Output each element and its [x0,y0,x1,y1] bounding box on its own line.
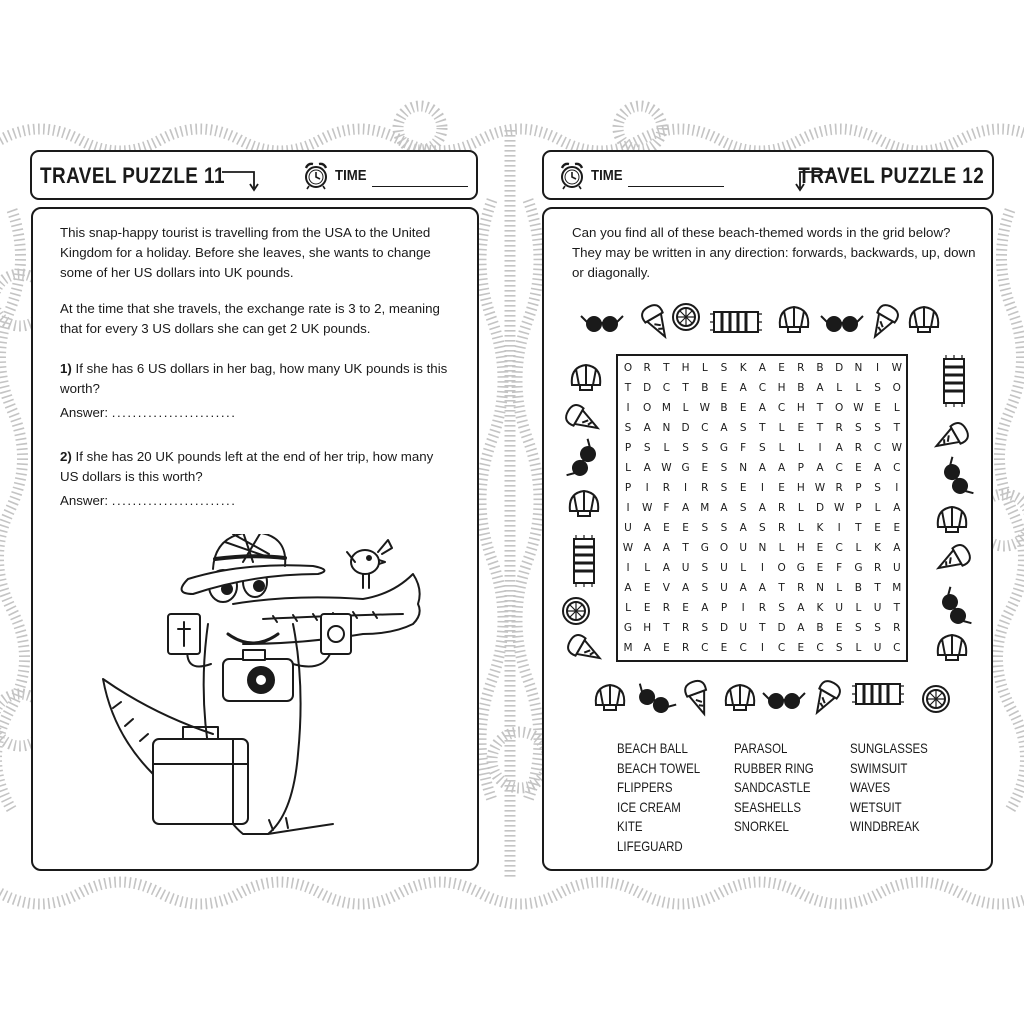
wordsearch-letter[interactable]: D [835,362,844,374]
wordsearch-letter[interactable]: G [796,562,805,574]
question-1-number: 1) [60,361,72,376]
wordsearch-letter[interactable]: T [759,622,766,634]
wordsearch-letter[interactable]: G [623,622,633,634]
word-list-item: SNORKEL [734,818,789,835]
wordsearch-letter[interactable]: S [778,602,785,614]
wordsearch-letter[interactable]: T [624,382,632,394]
wordsearch-letter[interactable]: L [740,562,747,574]
wordsearch-letter[interactable]: T [816,422,824,434]
wordsearch-letter[interactable]: G [681,462,690,474]
wordsearch-letter[interactable]: S [874,482,881,494]
wordsearch-letter[interactable]: A [643,542,651,554]
wordsearch-letter[interactable]: W [891,362,902,374]
wordsearch-letter[interactable]: D [777,622,786,634]
puzzle-12-title: TRAVEL PUZZLE 12 [798,163,984,188]
wordsearch-letter[interactable]: S [874,382,881,394]
word-list-item: BEACH BALL [617,740,688,756]
wordsearch-letter[interactable]: R [681,622,690,634]
wordsearch-letter[interactable]: O [719,542,729,554]
wordsearch-row [618,478,906,498]
wordsearch-letter[interactable]: S [855,422,862,434]
wordsearch-letter[interactable]: A [643,462,651,474]
wordsearch-letter[interactable]: U [681,562,690,574]
wordsearch-letter[interactable]: P [855,502,862,514]
wordsearch-letter[interactable]: L [644,562,651,574]
wordsearch-grid[interactable] [616,354,908,662]
wordsearch-letter[interactable]: U [720,562,728,574]
wordsearch-letter[interactable]: A [682,582,690,594]
wordsearch-letter[interactable]: U [835,602,844,614]
wordsearch-letter[interactable]: A [797,622,805,634]
wordsearch-letter[interactable]: G [719,442,729,454]
wordsearch-letter[interactable]: S [701,442,709,454]
wordsearch-letter[interactable]: E [643,602,651,614]
word-list-item: KITE [617,818,643,835]
answer-dots: ........................ [111,493,237,508]
wordsearch-letter[interactable]: I [760,642,764,654]
wordsearch-letter[interactable]: L [682,402,689,414]
wordsearch-letter[interactable]: U [739,622,748,634]
wordsearch-letter[interactable]: T [893,422,900,434]
puzzle-12-panel [542,207,993,871]
wordsearch-letter[interactable]: A [758,362,766,374]
wordsearch-letter[interactable]: E [835,622,843,634]
word-list-item: BEACH TOWEL [617,759,701,776]
wordsearch-letter[interactable]: W [661,462,672,474]
wordsearch-letter[interactable]: S [739,502,747,514]
wordsearch-letter[interactable]: L [874,502,881,514]
puzzle-11-panel [31,207,479,871]
wordsearch-letter[interactable]: A [662,562,670,574]
wordsearch-letter[interactable]: R [681,642,690,654]
wordsearch-letter[interactable]: E [778,482,785,494]
wordsearch-letter[interactable]: P [624,442,632,454]
wordsearch-letter[interactable]: N [739,462,748,474]
wordsearch-row [618,458,906,478]
wordsearch-letter[interactable]: A [739,382,747,394]
wordsearch-letter[interactable]: H [796,482,805,494]
word-list-item: WINDBREAK [850,818,920,835]
wordsearch-letter[interactable]: C [701,642,709,654]
wordsearch-letter[interactable]: K [739,362,747,374]
wordsearch-letter[interactable]: P [855,482,862,494]
wordsearch-letter[interactable]: I [760,482,764,494]
wordsearch-letter[interactable]: A [835,442,843,454]
wordsearch-letter[interactable]: I [684,482,688,494]
wordsearch-letter[interactable]: S [624,422,632,434]
word-list-item: FLIPPERS [617,779,673,796]
wordsearch-letter[interactable]: B [797,382,805,394]
wordsearch-letter[interactable]: A [816,382,824,394]
question-2-text: If she has 20 UK pounds left at the end of her trip, how many US dollars is this worth? [60,449,434,484]
wordsearch-letter[interactable]: L [778,542,785,554]
wordsearch-letter[interactable]: I [645,482,649,494]
word-list-item: LIFEGUARD [617,837,683,854]
word-list-item: WETSUIT [850,798,902,815]
wordsearch-letter[interactable]: P [624,482,632,494]
wordsearch-letter[interactable]: I [895,482,899,494]
wordsearch-letter[interactable]: R [643,362,651,374]
alarm-clock-icon [302,160,330,190]
wordsearch-letter[interactable]: R [873,562,882,574]
wordsearch-letter[interactable]: S [701,562,709,574]
wordsearch-letter[interactable]: S [701,582,709,594]
answer-1[interactable] [60,405,236,420]
word-list-column-1 [617,739,718,857]
wordsearch-letter[interactable]: H [796,402,805,414]
wordsearch-letter[interactable]: S [643,442,651,454]
wordsearch-letter[interactable]: S [701,622,709,634]
wordsearch-letter[interactable]: C [701,422,709,434]
wordsearch-letter[interactable]: S [720,522,728,534]
wordsearch-letter[interactable]: S [855,622,862,634]
wordsearch-letter[interactable]: I [626,502,630,514]
exchange-rate-paragraph: At the time that she travels, the exchange rate is 3 to 2, meaning that for every 3 US dollars she can get 2 UK pounds. [60,301,440,336]
wordsearch-letter[interactable]: D [681,422,690,434]
wordsearch-letter[interactable]: A [682,502,690,514]
wordsearch-letter[interactable]: T [855,522,862,534]
wordsearch-letter[interactable]: W [891,442,902,454]
wordsearch-letter[interactable]: E [682,522,689,534]
wordsearch-letter[interactable]: E [874,402,881,414]
wordsearch-letter[interactable]: I [818,442,822,454]
wordsearch-letter[interactable]: C [777,642,786,654]
wordsearch-letter[interactable]: H [643,622,652,634]
wordsearch-letter[interactable]: N [758,542,767,554]
alarm-clock-icon [558,160,586,190]
wordsearch-letter[interactable]: B [701,382,709,394]
wordsearch-letter[interactable]: A [643,422,651,434]
wordsearch-letter[interactable]: E [874,522,881,534]
wordsearch-letter[interactable]: W [833,502,845,514]
wordsearch-row [618,518,906,538]
wordsearch-letter[interactable]: L [778,442,785,454]
wordsearch-letter[interactable]: U [720,582,728,594]
wordsearch-letter[interactable]: K [874,542,882,554]
wordsearch-letter[interactable]: R [758,602,767,614]
wordsearch-letter[interactable]: C [893,642,901,654]
wordsearch-row [618,398,906,418]
wordsearch-letter[interactable]: G [700,542,709,554]
word-list-column-2 [734,739,831,837]
wordsearch-letter[interactable]: L [836,382,843,394]
wordsearch-letter[interactable]: L [625,602,631,614]
wordsearch-letter[interactable]: C [758,382,767,394]
wordsearch-letter[interactable]: A [662,542,670,554]
wordsearch-letter[interactable]: B [854,582,862,594]
wordsearch-intro: Can you find all of these beach-themed words in the grid below? They may be written in any direction: forwards, backwards, up, down or diagonally. [572,225,976,280]
wordsearch-letter[interactable]: W [641,502,653,514]
wordsearch-letter[interactable]: L [797,522,804,534]
puzzle-11-title: TRAVEL PUZZLE 11 [40,163,225,188]
wordsearch-letter[interactable]: E [739,402,747,414]
wordsearch-letter[interactable]: L [893,402,900,414]
wordsearch-letter[interactable]: A [758,462,766,474]
answer-dots: ........................ [111,405,237,420]
wordsearch-letter[interactable]: E [701,462,709,474]
wordsearch-letter[interactable]: I [626,562,630,574]
wordsearch-letter[interactable]: F [836,562,843,574]
wordsearch-letter[interactable]: W [814,482,826,494]
wordsearch-row [618,558,906,578]
wordsearch-letter[interactable]: D [815,502,825,514]
wordsearch-letter[interactable]: T [778,582,785,594]
wordsearch-letter[interactable]: A [720,422,728,434]
wordsearch-letter[interactable]: I [837,522,841,534]
wordsearch-letter[interactable]: M [700,502,710,514]
wordsearch-letter[interactable]: U [739,542,748,554]
wordsearch-row [618,538,906,558]
wordsearch-letter[interactable]: S [759,442,766,454]
wordsearch-letter[interactable]: L [663,442,670,454]
wordsearch-letter[interactable]: S [759,522,766,534]
wordsearch-letter[interactable]: E [797,422,805,434]
wordsearch-letter[interactable]: S [739,422,747,434]
wordsearch-letter[interactable]: C [873,442,882,454]
word-list-item: WAVES [850,779,891,796]
wordsearch-letter[interactable]: E [663,522,670,534]
wordsearch-letter[interactable]: E [797,642,805,654]
wordsearch-letter[interactable]: C [835,462,843,474]
answer-label: Answer: [60,405,109,420]
wordsearch-letter[interactable]: E [855,462,862,474]
wordsearch-letter[interactable]: G [854,562,863,574]
word-list-item: SWIMSUIT [850,759,908,776]
wordsearch-letter[interactable]: C [739,642,747,654]
wordsearch-letter[interactable]: H [681,362,690,374]
wordsearch-letter[interactable]: N [854,362,863,374]
wordsearch-letter[interactable]: C [816,642,824,654]
wordsearch-letter[interactable]: R [777,502,786,514]
time-label: TIME [591,167,623,184]
wordsearch-letter[interactable]: U [892,562,901,574]
wordsearch-letter[interactable]: A [643,522,651,534]
wordsearch-letter[interactable]: W [622,542,634,554]
wordsearch-letter[interactable]: A [893,502,901,514]
wordsearch-letter[interactable]: T [893,602,900,614]
wordsearch-letter[interactable]: M [623,642,633,654]
wordsearch-letter[interactable]: N [662,422,671,434]
wordsearch-row [618,638,906,658]
wordsearch-letter[interactable]: I [876,362,880,374]
wordsearch-letter[interactable]: O [623,362,633,374]
word-list-item: PARASOL [734,740,788,756]
wordsearch-letter[interactable]: F [740,442,747,454]
wordsearch-letter[interactable]: T [682,382,689,394]
wordsearch-letter[interactable]: T [663,362,670,374]
wordsearch-letter[interactable]: T [874,582,881,594]
wordsearch-letter[interactable]: R [893,622,901,634]
wordsearch-row [618,498,906,518]
time-entry-line[interactable] [628,186,724,187]
wordsearch-letter[interactable]: T [816,402,824,414]
wordsearch-letter[interactable]: A [874,462,882,474]
wordsearch-letter[interactable]: L [797,442,804,454]
wordsearch-letter[interactable]: R [777,522,786,534]
word-list-item: RUBBER RING [734,759,814,776]
wordsearch-letter[interactable]: L [855,542,862,554]
wordsearch-letter[interactable]: A [739,582,747,594]
wordsearch-letter[interactable]: E [816,562,824,574]
wordsearch-letter[interactable]: M [892,582,902,594]
word-list-item: SANDCASTLE [734,779,811,796]
word-list-item: SUNGLASSES [850,740,928,756]
wordsearch-letter[interactable]: E [720,382,728,394]
wordsearch-letter[interactable]: U [873,602,882,614]
wordsearch-letter[interactable]: A [758,402,766,414]
wordsearch-letter[interactable]: S [682,442,689,454]
wordsearch-letter[interactable]: A [643,642,651,654]
wordsearch-letter[interactable]: S [720,362,728,374]
wordsearch-letter[interactable]: C [893,462,901,474]
wordsearch-letter[interactable]: S [835,642,843,654]
wordsearch-row [618,438,906,458]
arrow-down-icon [222,166,262,192]
answer-label: Answer: [60,493,109,508]
wordsearch-letter[interactable]: U [624,522,632,534]
wordsearch-letter[interactable]: S [720,462,728,474]
wordsearch-row [618,618,906,638]
wordsearch-letter[interactable]: L [797,502,804,514]
crocodile-tourist-illustration [93,534,433,844]
wordsearch-letter[interactable]: C [835,542,843,554]
wordsearch-letter[interactable]: W [853,402,864,414]
wordsearch-letter[interactable]: R [835,482,843,494]
word-list-column-3 [850,739,945,837]
wordsearch-letter[interactable]: B [816,622,824,634]
wordsearch-row [618,378,906,398]
wordsearch-letter[interactable]: U [873,642,882,654]
wordsearch-letter[interactable]: A [624,582,632,594]
wordsearch-letter[interactable]: A [739,522,747,534]
wordsearch-letter[interactable]: V [662,582,670,594]
question-2-number: 2) [60,449,72,464]
wordsearch-letter[interactable]: L [836,582,843,594]
wordsearch-letter[interactable]: I [741,602,745,614]
wordsearch-letter[interactable]: R [701,482,709,494]
wordsearch-letter[interactable]: E [816,542,824,554]
wordsearch-letter[interactable]: R [797,362,805,374]
wordsearch-letter[interactable]: E [643,582,651,594]
wordsearch-letter[interactable]: R [835,422,843,434]
question-1 [60,359,455,399]
time-entry-line[interactable] [372,186,468,187]
question-2 [60,447,455,487]
wordsearch-letter[interactable]: L [855,602,862,614]
wordsearch-row [618,578,906,598]
wordsearch-letter[interactable]: R [662,602,671,614]
wordsearch-letter[interactable]: A [720,502,728,514]
wordsearch-letter[interactable]: O [835,402,844,414]
wordsearch-letter[interactable]: W [699,402,710,414]
wordsearch-letter[interactable]: L [855,382,862,394]
wordsearch-letter[interactable]: B [816,362,824,374]
wordsearch-letter[interactable]: O [892,382,901,394]
wordsearch-letter[interactable]: H [796,542,805,554]
intro-paragraph: This snap-happy tourist is travelling from the USA to the United Kingdom for a holiday. Before she leaves, she wants to change some of her US dollars into UK pounds. [60,225,431,280]
wordsearch-letter[interactable]: R [797,582,805,594]
wordsearch-row [618,418,906,438]
wordsearch-letter[interactable]: A [797,602,805,614]
wordsearch-letter[interactable]: B [720,402,728,414]
wordsearch-letter[interactable]: E [720,642,728,654]
wordsearch-letter[interactable]: I [760,562,764,574]
puzzle-11-header [30,150,478,200]
wordsearch-row [618,598,906,618]
wordsearch-letter[interactable]: C [777,402,786,414]
wordsearch-letter[interactable]: L [701,362,708,374]
wordsearch-letter[interactable]: C [662,382,671,394]
wordsearch-letter[interactable]: L [625,462,631,474]
answer-2[interactable] [60,493,236,508]
wordsearch-letter[interactable]: O [643,402,652,414]
wordsearch-letter[interactable]: A [758,502,766,514]
wordsearch-row [618,358,906,378]
word-list-item: ICE CREAM [617,798,681,815]
wordsearch-letter[interactable]: S [720,482,728,494]
wordsearch-letter[interactable]: P [797,462,804,474]
wordsearch-letter[interactable]: E [778,362,785,374]
wordsearch-letter[interactable]: F [663,502,670,514]
wordsearch-letter[interactable]: R [662,482,671,494]
wordsearch-letter[interactable]: E [663,642,670,654]
wordsearch-letter[interactable]: S [874,622,881,634]
wordsearch-letter[interactable]: K [816,602,824,614]
wordsearch-letter[interactable]: A [816,462,824,474]
wordsearch-letter[interactable]: A [758,582,766,594]
puzzle-12-header [542,150,994,200]
wordsearch-letter[interactable]: H [777,382,786,394]
wordsearch-letter[interactable]: E [739,482,747,494]
wordsearch-letter[interactable]: L [855,642,862,654]
wordsearch-letter[interactable]: R [854,442,863,454]
time-label: TIME [335,167,367,184]
wordsearch-letter[interactable]: D [643,382,652,394]
wordsearch-letter[interactable]: T [663,622,670,634]
wordsearch-letter[interactable]: A [778,462,786,474]
wordsearch-letter[interactable]: M [661,402,671,414]
wordsearch-letter[interactable]: O [777,562,786,574]
wordsearch-letter[interactable]: A [893,542,901,554]
wordsearch-letter[interactable]: A [701,602,709,614]
question-1-text: If she has 6 US dollars in her bag, how many UK pounds is this worth? [60,361,448,396]
wordsearch-letter[interactable]: P [720,602,728,614]
wordsearch-letter[interactable]: E [682,602,689,614]
wordsearch-letter[interactable]: D [719,622,729,634]
word-list-item: SEASHELLS [734,798,802,815]
wordsearch-letter[interactable]: S [701,522,709,534]
wordsearch-letter[interactable]: K [816,522,824,534]
wordsearch-letter[interactable]: S [874,422,881,434]
wordsearch-letter[interactable]: T [682,542,689,554]
wordsearch-letter[interactable]: L [778,422,785,434]
wordsearch-letter[interactable]: E [893,522,901,534]
wordsearch-letter[interactable]: I [626,402,630,414]
wordsearch-letter[interactable]: N [816,582,824,594]
wordsearch-letter[interactable]: T [759,422,766,434]
